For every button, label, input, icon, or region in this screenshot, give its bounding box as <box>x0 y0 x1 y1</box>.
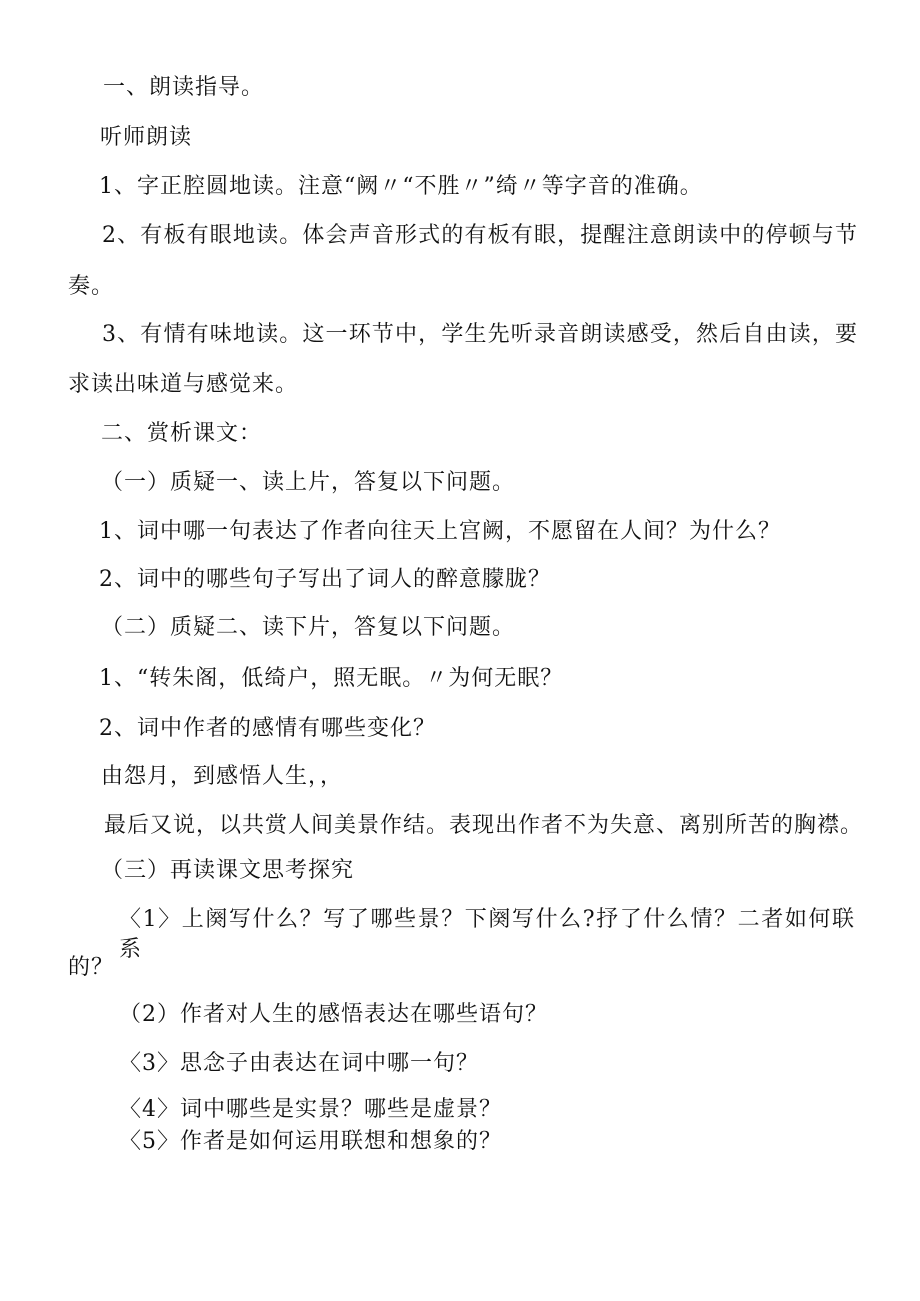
question-3-3: 〈3〉思念子由表达在词中哪一句？ <box>119 1051 479 1076</box>
answer-line-2: 最后又说，以共赏人间美景作结。表现出作者不为失意、离别所苦的胸襟。 <box>104 813 864 838</box>
question-3-4: 〈4〉词中哪些是实景？哪些是虚景？ <box>119 1097 502 1122</box>
question-3-2: （2）作者对人生的感悟表达在哪些语句？ <box>119 1002 548 1027</box>
paragraph-item-3-cont: 求读出味道与感觉来。 <box>68 372 299 397</box>
question-3-1-cont: 的？ <box>68 955 115 980</box>
section-heading-reading-guide: 一、朗读指导。 <box>103 75 265 100</box>
paragraph-item-2: 2、有板有眼地读。体会声音形式的有板有眼，提醒注意朗读中的停顿与节 <box>102 223 858 248</box>
question-3-5: 〈5〉作者是如何运用联想和想象的？ <box>119 1129 502 1154</box>
paragraph-item-3: 3、有情有味地读。这一环节中，学生先听录音朗读感受，然后自由读，要 <box>102 322 858 347</box>
answer-line-1: 由怨月，到感悟人生，， <box>101 764 344 789</box>
paragraph-item-2-cont: 奏。 <box>68 274 115 299</box>
subheading-question-3: （三）再读课文思考探究 <box>101 858 355 883</box>
paragraph-item-1: 1、字正腔圆地读。注意“阙〃“不胜〃”绮〃等字音的准确。 <box>99 174 703 199</box>
subheading-question-2: （二）质疑二、读下片，答复以下问题。 <box>101 615 516 640</box>
question-1-1: 1、词中哪一句表达了作者向往天上宫阙，不愿留在人间？为什么？ <box>99 519 781 544</box>
subheading-question-1: （一）质疑一、读上片，答复以下问题。 <box>101 470 516 495</box>
question-3-1: 〈1〉上阕写什么？写了哪些景？下阕写什么?抒了什么情？二者如何联系 <box>119 907 855 962</box>
question-2-2: 2、词中作者的感情有哪些变化？ <box>99 716 436 741</box>
section-heading-analysis: 二、赏析课文： <box>101 421 263 446</box>
paragraph-listen: 听师朗读 <box>100 125 193 150</box>
question-2-1: 1、“转朱阁，低绮户，照无眠。〃为何无眠？ <box>99 666 564 691</box>
question-1-2: 2、词中的哪些句子写出了词人的醉意朦胧？ <box>99 567 551 592</box>
